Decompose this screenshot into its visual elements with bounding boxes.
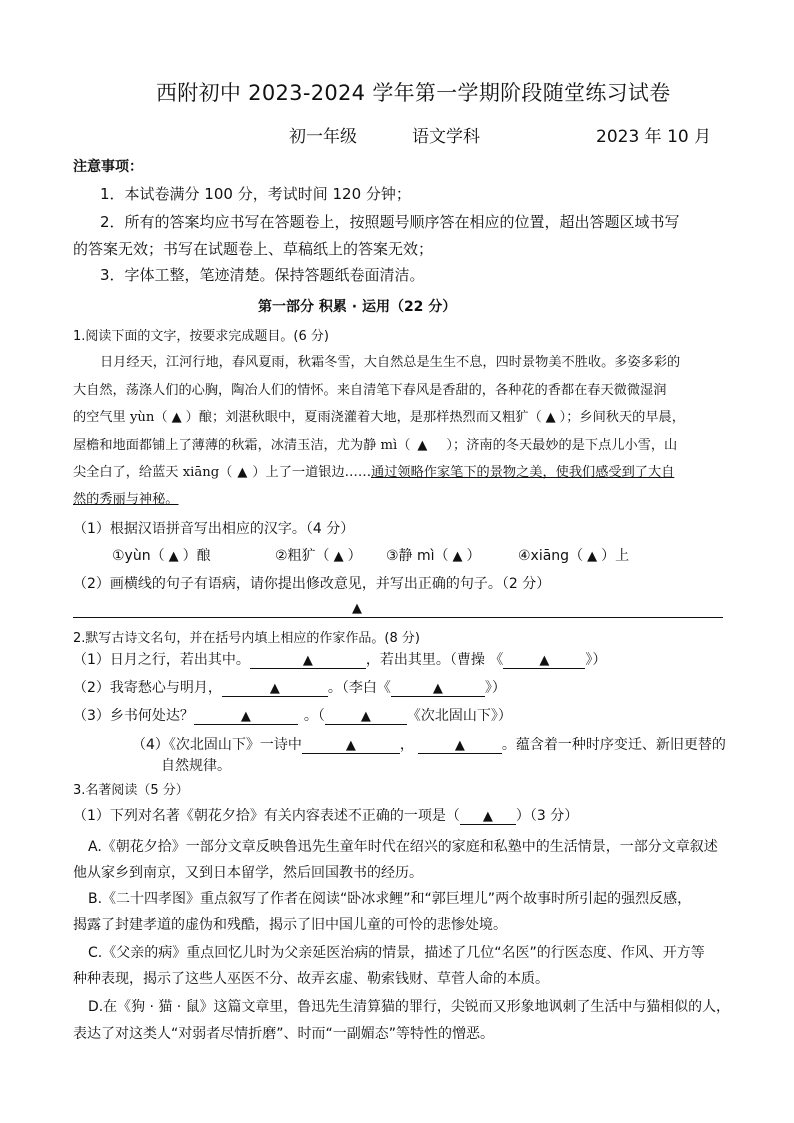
- notice-item-2-line-1: 2．所有的答案均应书写在答题卷上，按照题号顺序答在相应的位置，超出答题区域书写: [100, 213, 680, 231]
- choice-c-line-1: C.《父亲的病》重点回忆儿时为父亲延医治病的情景，描述了几位“名医”的行医态度、作风、开方等: [88, 945, 705, 961]
- answer-blank[interactable]: [325, 709, 407, 725]
- answer-marker: ▲: [352, 601, 362, 616]
- q2-2-text-a: （2）我寄愁心与明月，: [73, 680, 222, 696]
- answer-marker: ▲: [360, 709, 371, 724]
- option-1-prefix: ①yùn（: [112, 548, 165, 564]
- notice-item-2-line-2: 的答案无效；书写在试题卷上、草稿纸上的答案无效；: [73, 240, 434, 258]
- answer-marker: ▲: [432, 681, 443, 696]
- q2-1-text-a: （1）日月之行，若出其中。: [73, 652, 250, 668]
- q2-4-text-b: ，: [399, 737, 414, 753]
- answer-blank[interactable]: [250, 653, 366, 669]
- answer-marker: ▲: [302, 653, 313, 668]
- option-3-prefix: ③静 mì（: [386, 548, 449, 564]
- passage-line-4-part-a: 屋檐和地面都铺上了薄薄的秋霜，冰清玉洁，尤为静 mì（: [73, 438, 411, 453]
- answer-option-4: [518, 545, 629, 565]
- q2-1-text-b: ，若出其里。（曹操 《: [365, 652, 504, 668]
- question-2-line-4-continued: 自然规律。: [161, 758, 231, 774]
- question-2-stem: 2.默写古诗文名句，并在括号内填上相应的作家作品。(8 分): [73, 631, 420, 646]
- exam-title: 西附初中 2023-2024 学年第一学期阶段随堂练习试卷: [156, 81, 671, 105]
- passage-line-3-part-b: ）酿；刘湛秋眼中，夏雨浇灌着大地，是那样热烈而又粗犷（: [185, 410, 542, 425]
- option-3-suffix: ）: [466, 548, 481, 564]
- passage-line-3: [73, 406, 685, 425]
- question-2-line-4: [132, 734, 726, 754]
- grade-label: 初一年级: [289, 127, 357, 147]
- underlined-sentence-part-2: 然的秀丽与神秘。: [73, 492, 179, 507]
- passage-line-3-part-a: 的空气里 yùn（: [73, 410, 168, 425]
- question-1-sub-1: （1）根据汉语拼音写出相应的汉字。（4 分）: [73, 521, 355, 537]
- notice-item-3: 3．字体工整，笔迹清楚。保持答题纸卷面清洁。: [100, 266, 425, 284]
- answer-blank[interactable]: [503, 653, 585, 669]
- answer-marker: ▲: [482, 809, 493, 824]
- answer-marker: ▲: [454, 738, 465, 753]
- answer-line: [73, 617, 723, 618]
- notice-heading: 注意事项：: [73, 159, 143, 175]
- choice-a-line-1: A.《朝花夕拾》一部分文章反映鲁迅先生童年时代在绍兴的家庭和私塾中的生活情景，一部分文章叙述: [88, 839, 718, 855]
- option-2-suffix: ）: [347, 548, 362, 564]
- option-2-prefix: ②粗犷（: [275, 548, 330, 564]
- q2-3-text-c: 《次北固山下》）: [406, 708, 512, 724]
- answer-blank[interactable]: [222, 681, 328, 697]
- answer-blank[interactable]: [302, 738, 400, 754]
- subject-label: 语文学科: [412, 127, 480, 147]
- answer-marker: ▲: [452, 549, 463, 564]
- q2-3-text-a: （3）乡书何处达？: [73, 708, 194, 724]
- option-4-suffix: ）上: [601, 548, 630, 564]
- answer-marker: ▲: [345, 738, 356, 753]
- answer-blank[interactable]: [194, 709, 298, 725]
- answer-blank[interactable]: [460, 809, 516, 825]
- answer-option-3: [386, 545, 481, 565]
- passage-line-1: 日月经天，江河行地，春风夏雨，秋霜冬雪，大自然总是生生不息，四时景物美不胜收。多姿多彩的: [100, 355, 681, 370]
- answer-marker: ▲: [168, 549, 179, 564]
- question-3-stem: 3.名著阅读（5 分）: [73, 783, 189, 798]
- passage-line-3-part-c: ）；乡间秋天的早晨，: [559, 410, 685, 425]
- choice-b-line-2: 揭露了封建孝道的虚伪和残酷，揭示了旧中国儿童的可怜的悲惨处境。: [73, 917, 507, 933]
- answer-marker: ▲: [269, 681, 280, 696]
- choice-d-line-2: 表达了对这类人“对弱者尽情折磨”、时而“一副媚态”等特性的憎恶。: [73, 1026, 495, 1042]
- answer-marker: ▲: [237, 465, 248, 480]
- notice-item-1: 1．本试卷满分 100 分，考试时间 120 分钟；: [100, 185, 411, 203]
- part-1-heading: 第一部分 积累 · 运用（22 分）: [258, 299, 457, 315]
- answer-marker: ▲: [587, 549, 598, 564]
- question-2-line-2: [73, 677, 506, 697]
- q3-1-text-a: （1）下列对名著《朝花夕拾》有关内容表述不正确的一项是（: [73, 808, 460, 824]
- choice-b-line-1: B.《二十四孝图》重点叙写了作者在阅读“卧冰求鲤”和“郭巨埋儿”两个故事时所引起的强烈反感，: [88, 891, 692, 907]
- question-1-sub-2: （2）画横线的句子有语病，请你提出修改意见，并写出正确的句子。（2 分）: [73, 576, 551, 592]
- passage-line-5: [73, 461, 674, 480]
- answer-marker: ▲: [333, 549, 344, 564]
- answer-option-2: [275, 545, 362, 565]
- answer-option-1: [112, 545, 211, 565]
- q2-4-text-a: （4）《次北固山下》一诗中: [132, 737, 302, 753]
- q3-1-text-b: ）（3 分）: [515, 808, 579, 824]
- option-4-prefix: ④xiāng（: [518, 548, 584, 564]
- underlined-sentence-part-1: 通过领略作家笔下的景物之美，使我们感受到了大自: [371, 465, 675, 480]
- q2-4-text-c: 。蕴含着一种时序变迁、新旧更替的: [501, 737, 726, 753]
- passage-line-5-part-a: 尖全白了，给蓝天 xiāng（: [73, 465, 233, 480]
- q2-3-text-b: 。（: [303, 708, 325, 724]
- choice-d-line-1: D.在《狗 · 猫 · 鼠》这篇文章里，鲁迅先生清算猫的罪行，尖锐而又形象地讽刺了生活中与猫相似的人，: [88, 999, 731, 1015]
- exam-date: 2023 年 10 月: [596, 127, 712, 147]
- passage-line-2: 大自然，荡涤人们的心胸，陶冶人们的情怀。来自清笔下春风是香甜的，各种花的香都在春天微微湿润: [73, 383, 667, 398]
- answer-marker: ▲: [240, 709, 251, 724]
- question-2-line-1: [73, 649, 606, 669]
- passage-line-4: [73, 434, 677, 453]
- question-2-line-3: [73, 705, 512, 725]
- choice-a-line-2: 他从家乡到南京，又到日本留学，然后回国教书的经历。: [73, 865, 423, 881]
- q2-2-text-b: 。（李白《: [327, 680, 391, 696]
- answer-marker: ▲: [171, 410, 182, 425]
- q2-1-text-c: 》）: [585, 652, 607, 668]
- answer-marker: ▲: [539, 653, 550, 668]
- answer-blank[interactable]: [418, 738, 502, 754]
- answer-blank[interactable]: [391, 681, 485, 697]
- passage-line-4-part-b: ）；济南的冬天最妙的是下点儿小雪，山: [446, 438, 678, 453]
- option-1-suffix: ）酿: [182, 548, 211, 564]
- question-1-stem: 1.阅读下面的文字，按要求完成题目。(6 分): [73, 329, 329, 344]
- answer-marker: ▲: [417, 438, 428, 453]
- q2-2-text-c: 》）: [484, 680, 506, 696]
- question-3-sub-1: [73, 805, 578, 825]
- passage-line-5-part-b: ）上了一道银边……: [252, 465, 372, 480]
- answer-marker: ▲: [545, 410, 556, 425]
- choice-c-line-2: 种种表现，揭示了这些人巫医不分、故弄玄虚、勒索钱财、草菅人命的本质。: [73, 971, 549, 987]
